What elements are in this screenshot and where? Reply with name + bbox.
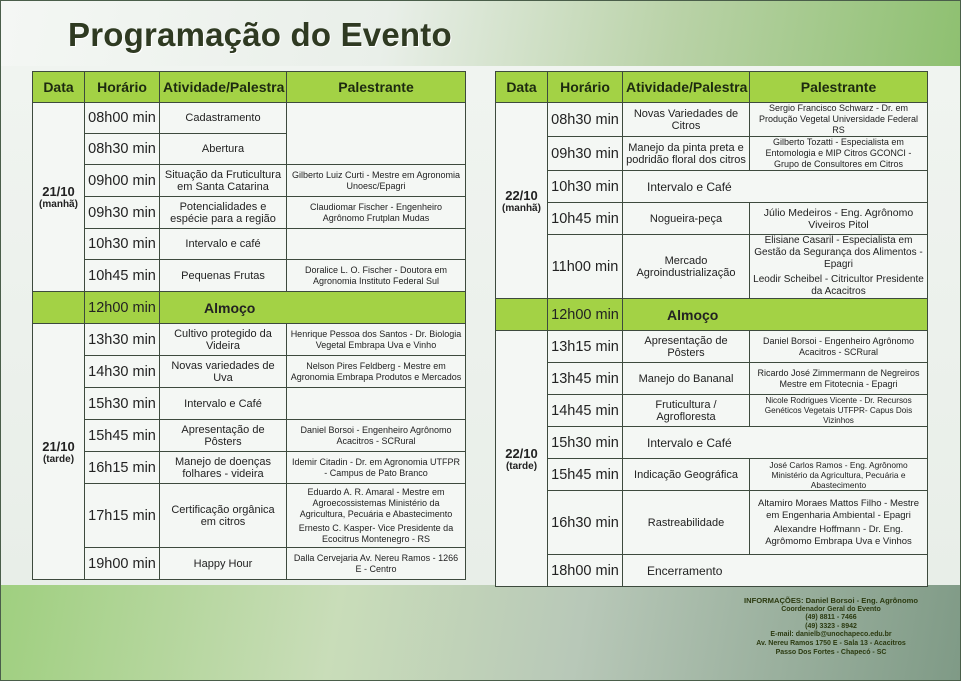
activity-cell: Manejo do Bananal xyxy=(623,363,750,395)
table-row xyxy=(496,137,928,171)
speaker-cell xyxy=(287,484,466,548)
activity-cell: Intervalo e Café xyxy=(160,388,287,420)
time-cell: 13h15 min xyxy=(548,331,623,363)
speaker-cell: Idemir Citadin - Dr. em Agronomia UTFPR - Campus de Pato Branco xyxy=(287,452,466,484)
time-cell: 09h30 min xyxy=(85,197,160,229)
date-value: 21/10 xyxy=(42,438,75,454)
time-cell: 15h30 min xyxy=(85,388,160,420)
info-city: Passo Dos Fortes - Chapecó - SC xyxy=(775,648,887,656)
activity-cell: Apresentação de Pôsters xyxy=(160,420,287,452)
time-cell: 18h00 min xyxy=(548,555,623,587)
page-title: Programação do Evento xyxy=(68,16,452,53)
activity-cell: Rastreabilidade xyxy=(623,491,750,555)
table-row xyxy=(33,388,466,420)
header-speaker: Palestrante xyxy=(750,72,928,103)
table-row xyxy=(33,165,466,197)
speaker-name: Alexandre Hoffmann - Dr. Eng. Agrômomo Embrapa Uva e Vinhos xyxy=(765,524,912,547)
speaker-name: Altamiro Moraes Mattos Filho - Mestre em Engenharia Ambiental - Epagri xyxy=(757,498,919,521)
table-row xyxy=(33,356,466,388)
time-cell: 11h00 min xyxy=(548,235,623,299)
schedule-table-day2 xyxy=(495,71,928,587)
activity-cell: Nogueira-peça xyxy=(623,203,750,235)
date-cell xyxy=(33,103,85,292)
activity-cell: Novas Variedades de Citros xyxy=(623,103,750,137)
activity-cell: Manejo de doenças folhares - videira xyxy=(160,452,287,484)
time-cell: 13h30 min xyxy=(85,324,160,356)
speaker-cell xyxy=(287,388,466,420)
table-row xyxy=(496,235,928,299)
table-row xyxy=(496,395,928,427)
time-cell: 09h30 min xyxy=(548,137,623,171)
activity-cell: Apresentação de Pôsters xyxy=(623,331,750,363)
activity-cell: Intervalo e Café xyxy=(623,427,928,459)
table-row xyxy=(496,331,928,363)
speaker-name: Leodir Scheibel - Citricultor Presidente da Acacitros xyxy=(753,274,924,297)
info-phone: (49) 8811 - 7466 xyxy=(805,614,857,622)
time-cell: 12h00 min xyxy=(85,292,160,324)
activity-cell: Cultivo protegido da Videira xyxy=(160,324,287,356)
period-label: (tarde) xyxy=(505,460,538,472)
info-address: Av. Nereu Ramos 1750 E - Sala 13 - Acacitros xyxy=(756,639,906,647)
table-row xyxy=(496,363,928,395)
activity-cell: Mercado Agroindustrialização xyxy=(623,235,750,299)
activity-cell: Potencialidades e espécie para a região xyxy=(160,197,287,229)
table-row xyxy=(33,484,466,548)
table-row xyxy=(33,103,466,134)
speaker-name: Elisiane Casaril - Especialista em Gestão da Segurança dos Alimentos - Epagri xyxy=(754,235,923,270)
speaker-cell: Gilberto Luiz Curti - Mestre em Agronomia Unoesc/Epagri xyxy=(287,165,466,197)
time-cell: 19h00 min xyxy=(85,548,160,580)
table-header-row xyxy=(496,72,928,103)
table-row xyxy=(496,555,928,587)
date-cell xyxy=(33,324,85,580)
activity-cell: Happy Hour xyxy=(160,548,287,580)
time-cell: 12h00 min xyxy=(548,299,623,331)
activity-cell: Fruticultura / Agrofloresta xyxy=(623,395,750,427)
period-label: (tarde) xyxy=(42,453,75,465)
table-header-row xyxy=(33,72,466,103)
period-label: (manhã) xyxy=(39,199,78,210)
info-heading: INFORMAÇÕES: Daniel Borsoi - Eng. Agrônomo xyxy=(744,596,918,605)
time-cell: 15h45 min xyxy=(548,459,623,491)
activity-cell: Situação da Fruticultura em Santa Catarina xyxy=(160,165,287,197)
speaker-cell: Dalla Cervejaria Av. Nereu Ramos - 1266 E - Centro xyxy=(287,548,466,580)
table-row xyxy=(496,203,928,235)
speaker-cell: Gilberto Tozatti - Especialista em Entomologia e MIP Citros GCONCI - Grupo de Consultores em Citros xyxy=(750,137,928,171)
lunch-label: Almoço xyxy=(623,299,928,331)
activity-cell: Certificação orgânica em citros xyxy=(160,484,287,548)
info-phone: (49) 3323 - 8942 xyxy=(805,622,857,630)
header-activity: Atividade/Palestra xyxy=(160,72,287,103)
time-cell: 16h30 min xyxy=(548,491,623,555)
header-time: Horário xyxy=(548,72,623,103)
time-cell: 10h45 min xyxy=(85,260,160,292)
period-label: (manhã) xyxy=(502,202,541,214)
speaker-name: Eduardo A. R. Amaral - Mestre em Agroecossistemas Ministério da Agricultura, Pecuária e Abastecimento xyxy=(299,486,453,519)
header-activity: Atividade/Palestra xyxy=(623,72,750,103)
activity-cell: Novas variedades de Uva xyxy=(160,356,287,388)
speaker-cell: Claudiomar Fischer - Engenheiro Agrônomo Frutplan Mudas xyxy=(287,197,466,229)
time-cell: 09h00 min xyxy=(85,165,160,197)
time-cell: 14h45 min xyxy=(548,395,623,427)
time-cell: 15h30 min xyxy=(548,427,623,459)
time-cell: 08h00 min xyxy=(85,103,160,134)
time-cell: 14h30 min xyxy=(85,356,160,388)
table-row xyxy=(496,171,928,203)
activity-cell: Encerramento xyxy=(623,555,928,587)
date-cell xyxy=(496,331,548,587)
date-value: 21/10 xyxy=(42,184,75,199)
table-row xyxy=(496,491,928,555)
table-row xyxy=(33,197,466,229)
header-date: Data xyxy=(496,72,548,103)
speaker-cell xyxy=(750,491,928,555)
time-cell: 10h30 min xyxy=(548,171,623,203)
table-row xyxy=(33,324,466,356)
speaker-cell: Nicole Rodrigues Vicente - Dr. Recursos Genéticos Vegetais UTFPR- Capus Dois Vizinhos xyxy=(750,395,928,427)
speaker-cell: Henrique Pessoa dos Santos - Dr. Biologia Vegetal Embrapa Uva e Vinho xyxy=(287,324,466,356)
table-row xyxy=(33,420,466,452)
contact-info xyxy=(716,597,946,657)
schedule-table-day1 xyxy=(32,71,466,580)
table-row xyxy=(496,427,928,459)
time-cell: 15h45 min xyxy=(85,420,160,452)
table-row xyxy=(33,260,466,292)
speaker-cell xyxy=(750,235,928,299)
activity-cell: Intervalo e café xyxy=(160,229,287,260)
time-cell: 08h30 min xyxy=(85,134,160,165)
speaker-cell: Sergio Francisco Schwarz - Dr. em Produção Vegetal Universidade Federal RS xyxy=(750,103,928,137)
table-row xyxy=(33,452,466,484)
activity-cell: Cadastramento xyxy=(160,103,287,134)
header-speaker: Palestrante xyxy=(287,72,466,103)
time-cell: 13h45 min xyxy=(548,363,623,395)
header-time: Horário xyxy=(85,72,160,103)
info-email: E-mail: danielb@unochapeco.edu.br xyxy=(770,631,892,639)
speaker-cell: José Carlos Ramos - Eng. Agrônomo Ministério da Agricultura, Pecuária e Abastecimento xyxy=(750,459,928,491)
time-cell: 08h30 min xyxy=(548,103,623,137)
date-value: 22/10 xyxy=(505,187,538,203)
speaker-cell: Daniel Borsoi - Engenheiro Agrônomo Acacitros - SCRural xyxy=(750,331,928,363)
table-row xyxy=(496,459,928,491)
table-row xyxy=(33,229,466,260)
activity-cell: Intervalo e Café xyxy=(623,171,928,203)
lunch-blank-cell xyxy=(496,299,548,331)
activity-cell: Indicação Geográfica xyxy=(623,459,750,491)
time-cell: 17h15 min xyxy=(85,484,160,548)
speaker-cell: Júlio Medeiros - Eng. Agrônomo Viveiros Pitol xyxy=(750,203,928,235)
lunch-label: Almoço xyxy=(160,292,466,324)
time-cell: 10h30 min xyxy=(85,229,160,260)
date-cell xyxy=(496,103,548,299)
time-cell: 10h45 min xyxy=(548,203,623,235)
speaker-cell: Nelson Pires Feldberg - Mestre em Agronomia Embrapa Produtos e Mercados xyxy=(287,356,466,388)
table-row xyxy=(33,548,466,580)
date-value: 22/10 xyxy=(505,445,538,461)
table-row xyxy=(496,103,928,137)
speaker-cell: Ricardo José Zimmermann de Negreiros Mestre em Fitotecnia - Epagri xyxy=(750,363,928,395)
speaker-cell xyxy=(287,103,466,165)
activity-cell: Abertura xyxy=(160,134,287,165)
speaker-cell: Doralice L. O. Fischer - Doutora em Agronomia Instituto Federal Sul xyxy=(287,260,466,292)
time-cell: 16h15 min xyxy=(85,452,160,484)
activity-cell: Pequenas Frutas xyxy=(160,260,287,292)
lunch-blank-cell xyxy=(33,292,85,324)
lunch-row xyxy=(33,292,466,324)
speaker-cell xyxy=(287,229,466,260)
speaker-name: Ernesto C. Kasper- Vice Presidente da Ecocitrus Montenegro - RS xyxy=(298,522,454,544)
activity-cell: Manejo da pinta preta e podridão floral dos citros xyxy=(623,137,750,171)
lunch-row xyxy=(496,299,928,331)
header-date: Data xyxy=(33,72,85,103)
info-role: Coordenador Geral do Evento xyxy=(781,605,881,613)
speaker-cell: Daniel Borsoi - Engenheiro Agrônomo Acacitros - SCRural xyxy=(287,420,466,452)
